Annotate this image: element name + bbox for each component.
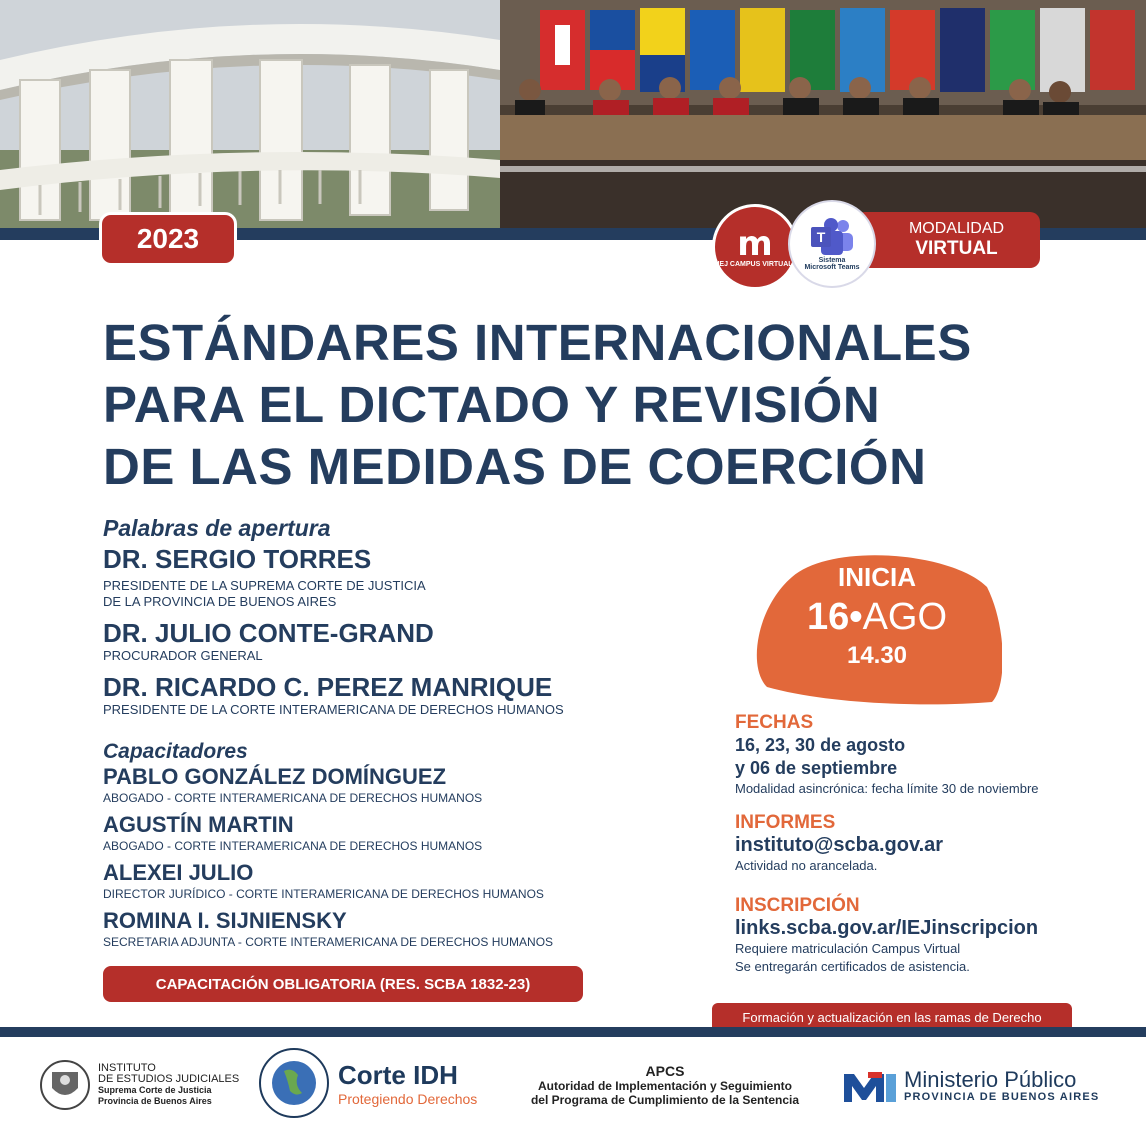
iej-line: Provincia de Buenos Aires [98, 1096, 212, 1106]
corte-idh-logo [258, 1048, 498, 1118]
court-session-illustration [500, 0, 1146, 230]
start-day: 16 [806, 596, 850, 638]
dates-note: Modalidad asincrónica: fecha límite 30 de noviembre [735, 781, 1039, 796]
contact-email[interactable]: instituto@scba.gov.ar [735, 834, 944, 856]
start-date [752, 596, 1002, 639]
speaker-name: DR. JULIO CONTE-GRAND [103, 618, 434, 648]
iej-line: Suprema Corte de Justicia [98, 1085, 212, 1095]
iej-logo [38, 1055, 248, 1115]
start-month: AGO [862, 596, 948, 638]
dates-section [735, 712, 1125, 798]
title-line-1: ESTÁNDARES INTERNACIONALES [103, 314, 972, 371]
trainer-role: ABOGADO - CORTE INTERAMERICANA DE DERECHOS HUMANOS [103, 839, 483, 853]
event-title [103, 312, 1063, 498]
speaker-role: PROCURADOR GENERAL [103, 648, 263, 663]
ministerio-publico-sub: PROVINCIA DE BUENOS AIRES [904, 1091, 1100, 1103]
trainer-role: SECRETARIA ADJUNTA - CORTE INTERAMERICANA DE DERECHOS HUMANOS [103, 935, 554, 949]
footer-tag-label: Formación y actualización en las ramas de Derecho [742, 1009, 1042, 1025]
modality-line1: MODALIDAD [908, 220, 1005, 237]
mandatory-training-label: CAPACITACIÓN OBLIGATORIA (RES. SCBA 1832-23) [155, 975, 531, 993]
year-badge [99, 212, 237, 266]
campus-virtual-label: IEJ CAMPUS VIRTUAL [717, 260, 793, 268]
registration-heading: INSCRIPCIÓN [735, 895, 860, 916]
trainers-label: Capacitadores [103, 740, 248, 763]
apcs-line: del Programa de Cumplimiento de la Sentencia [530, 1093, 800, 1107]
courthouse-illustration [0, 0, 500, 230]
apcs-logo [505, 1063, 825, 1107]
registration-section [735, 895, 1125, 976]
contact-note: Actividad no arancelada. [735, 858, 878, 873]
iej-line: DE ESTUDIOS JUDICIALES [98, 1073, 240, 1085]
contact-heading: INFORMES [735, 812, 836, 833]
dates-line: 16, 23, 30 de agosto [735, 735, 906, 755]
microsoft-teams-icon [809, 217, 855, 257]
speaker-role: DE LA PROVINCIA DE BUENOS AIRES [103, 594, 337, 609]
teams-badge [788, 200, 876, 288]
title-line-2: PARA EL DICTADO Y REVISIÓN [103, 376, 881, 433]
trainer-role: DIRECTOR JURÍDICO - CORTE INTERAMERICANA DE DERECHOS HUMANOS [103, 887, 544, 901]
speaker-role: PRESIDENTE DE LA CORTE INTERAMERICANA DE DERECHOS HUMANOS [103, 702, 564, 717]
trainer-name: ALEXEI JULIO [103, 860, 254, 885]
start-time: 14.30 [846, 642, 908, 669]
campus-virtual-badge [712, 204, 798, 290]
mandatory-training-badge [103, 966, 583, 1002]
opening-label: Palabras de apertura [103, 515, 331, 541]
iej-line: INSTITUTO [98, 1062, 156, 1074]
registration-note: Se entregarán certificados de asistencia. [735, 959, 970, 974]
year-label: 2023 [136, 223, 200, 254]
campus-virtual-icon: m [737, 223, 773, 264]
dates-line: y 06 de septiembre [735, 758, 898, 778]
trainer-name: ROMINA I. SIJNIENSKY [103, 908, 347, 933]
corte-idh-seal-icon [258, 1047, 330, 1119]
start-separator: • [849, 596, 863, 638]
trainer-name: AGUSTÍN MARTIN [103, 812, 294, 837]
opening-section [103, 515, 713, 718]
apcs-title: APCS [645, 1063, 685, 1079]
court-session-photo [500, 0, 1146, 230]
modality-badge [855, 212, 1040, 268]
corte-idh-name: Corte IDH [338, 1059, 458, 1090]
speaker-name: DR. RICARDO C. PEREZ MANRIQUE [103, 672, 553, 702]
dates-heading: FECHAS [735, 712, 814, 733]
courthouse-photo [0, 0, 500, 230]
registration-note: Requiere matriculación Campus Virtual [735, 941, 961, 956]
ministerio-publico-name: Ministerio Público [904, 1067, 1077, 1092]
title-line-3: DE LAS MEDIDAS DE COERCIÓN [103, 438, 927, 495]
iej-crest-icon [38, 1058, 92, 1112]
start-label: INICIA [838, 562, 916, 592]
corte-idh-tagline: Protegiendo Derechos [338, 1090, 478, 1107]
trainers-section [103, 740, 713, 950]
teams-label-line2: Microsoft Teams [804, 264, 860, 271]
registration-link[interactable]: links.scba.gov.ar/IEJinscripcion [735, 917, 1039, 939]
speaker-name: DR. SERGIO TORRES [103, 544, 372, 574]
teams-label-line1: Sistema [818, 257, 846, 264]
trainer-name: PABLO GONZÁLEZ DOMÍNGUEZ [103, 764, 447, 789]
modality-line2: VIRTUAL [915, 238, 998, 259]
ministerio-publico-icon [842, 1066, 898, 1106]
ministerio-publico-logo [842, 1066, 1112, 1106]
bottom-divider [0, 1027, 1146, 1037]
apcs-line: Autoridad de Implementación y Seguimiento [537, 1079, 793, 1093]
trainer-role: ABOGADO - CORTE INTERAMERICANA DE DERECHOS HUMANOS [103, 791, 483, 805]
speaker-role: PRESIDENTE DE LA SUPREMA CORTE DE JUSTICIA [103, 578, 426, 593]
contact-section [735, 812, 1125, 875]
svg-text:T: T [816, 229, 826, 245]
